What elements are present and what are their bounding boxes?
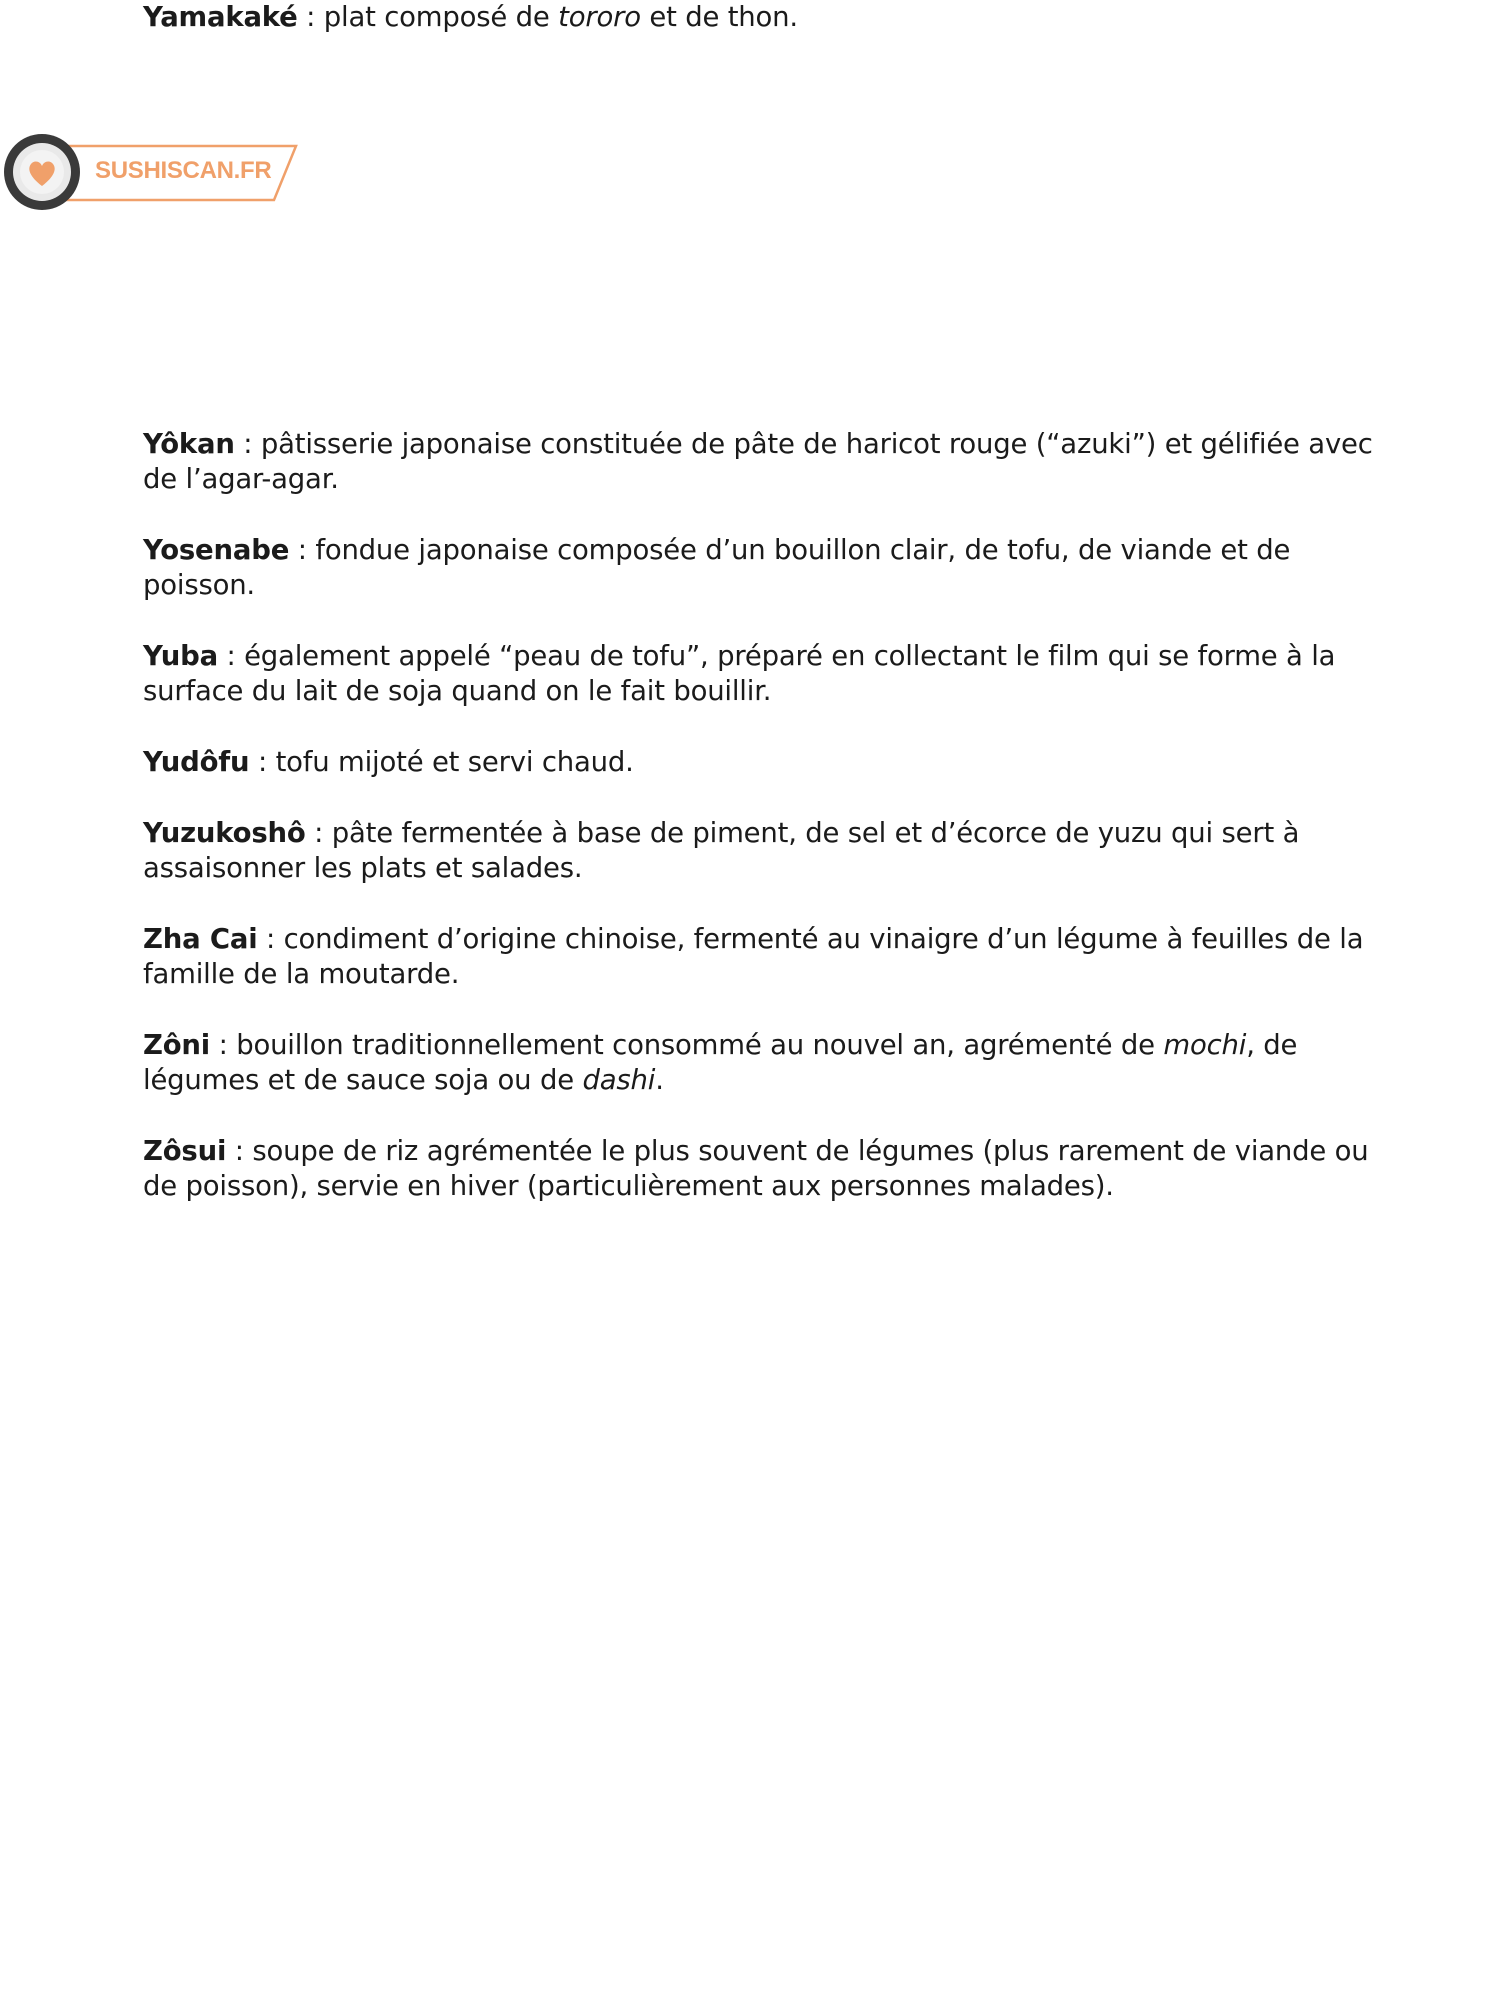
glossary-entry-yudofu: Yudôfu : tofu mijoté et servi chaud. bbox=[143, 746, 634, 778]
entry-term: Yamakaké bbox=[143, 1, 298, 33]
entry-term: Yosenabe bbox=[143, 534, 290, 566]
glossary-entry-yuzukosho: Yuzukoshô : pâte fermentée à base de piment, de sel et d’écorce de yuzu qui sert à assaisonner les plats et salades. bbox=[143, 817, 1300, 884]
glossary-entry-zha-cai: Zha Cai : condiment d’origine chinoise, fermenté au vinaigre d’un légume à feuilles de la famille de la moutarde. bbox=[143, 923, 1364, 990]
glossary-entry-yuba: Yuba : également appelé “peau de tofu”, préparé en collectant le film qui se forme à la surface du lait de soja quand on le fait bouillir. bbox=[143, 640, 1336, 707]
watermark-text: SUSHISCAN.FR bbox=[95, 157, 272, 184]
glossary-entry-zosui: Zôsui : soupe de riz agrémentée le plus souvent de légumes (plus rarement de viande ou de poisson), servie en hiver (particulièrement aux personnes malades). bbox=[143, 1135, 1369, 1202]
heart-logo-icon bbox=[0, 130, 84, 214]
glossary-entry-yamakake: Yamakaké : plat composé de tororo et de thon. bbox=[143, 1, 798, 33]
glossary-entry-yokan: Yôkan : pâtisserie japonaise constituée de pâte de haricot rouge (“azuki”) et gélifiée avec de l’agar-agar. bbox=[143, 428, 1373, 495]
glossary-entry-yosenabe: Yosenabe : fondue japonaise composée d’un bouillon clair, de tofu, de viande et de poisson. bbox=[143, 534, 1291, 601]
entry-term: Yudôfu bbox=[143, 746, 250, 778]
glossary-entry-zoni: Zôni : bouillon traditionnellement consommé au nouvel an, agrémenté de mochi, de légumes et de sauce soja ou de dashi. bbox=[143, 1029, 1298, 1096]
sushiscan-watermark bbox=[0, 130, 310, 220]
entry-term: Zôsui bbox=[143, 1135, 227, 1167]
entry-term: Yuzukoshô bbox=[143, 817, 306, 849]
entry-term: Yuba bbox=[143, 640, 218, 672]
entry-term: Zôni bbox=[143, 1029, 211, 1061]
entry-term: Zha Cai bbox=[143, 923, 258, 955]
entry-term: Yôkan bbox=[143, 428, 235, 460]
